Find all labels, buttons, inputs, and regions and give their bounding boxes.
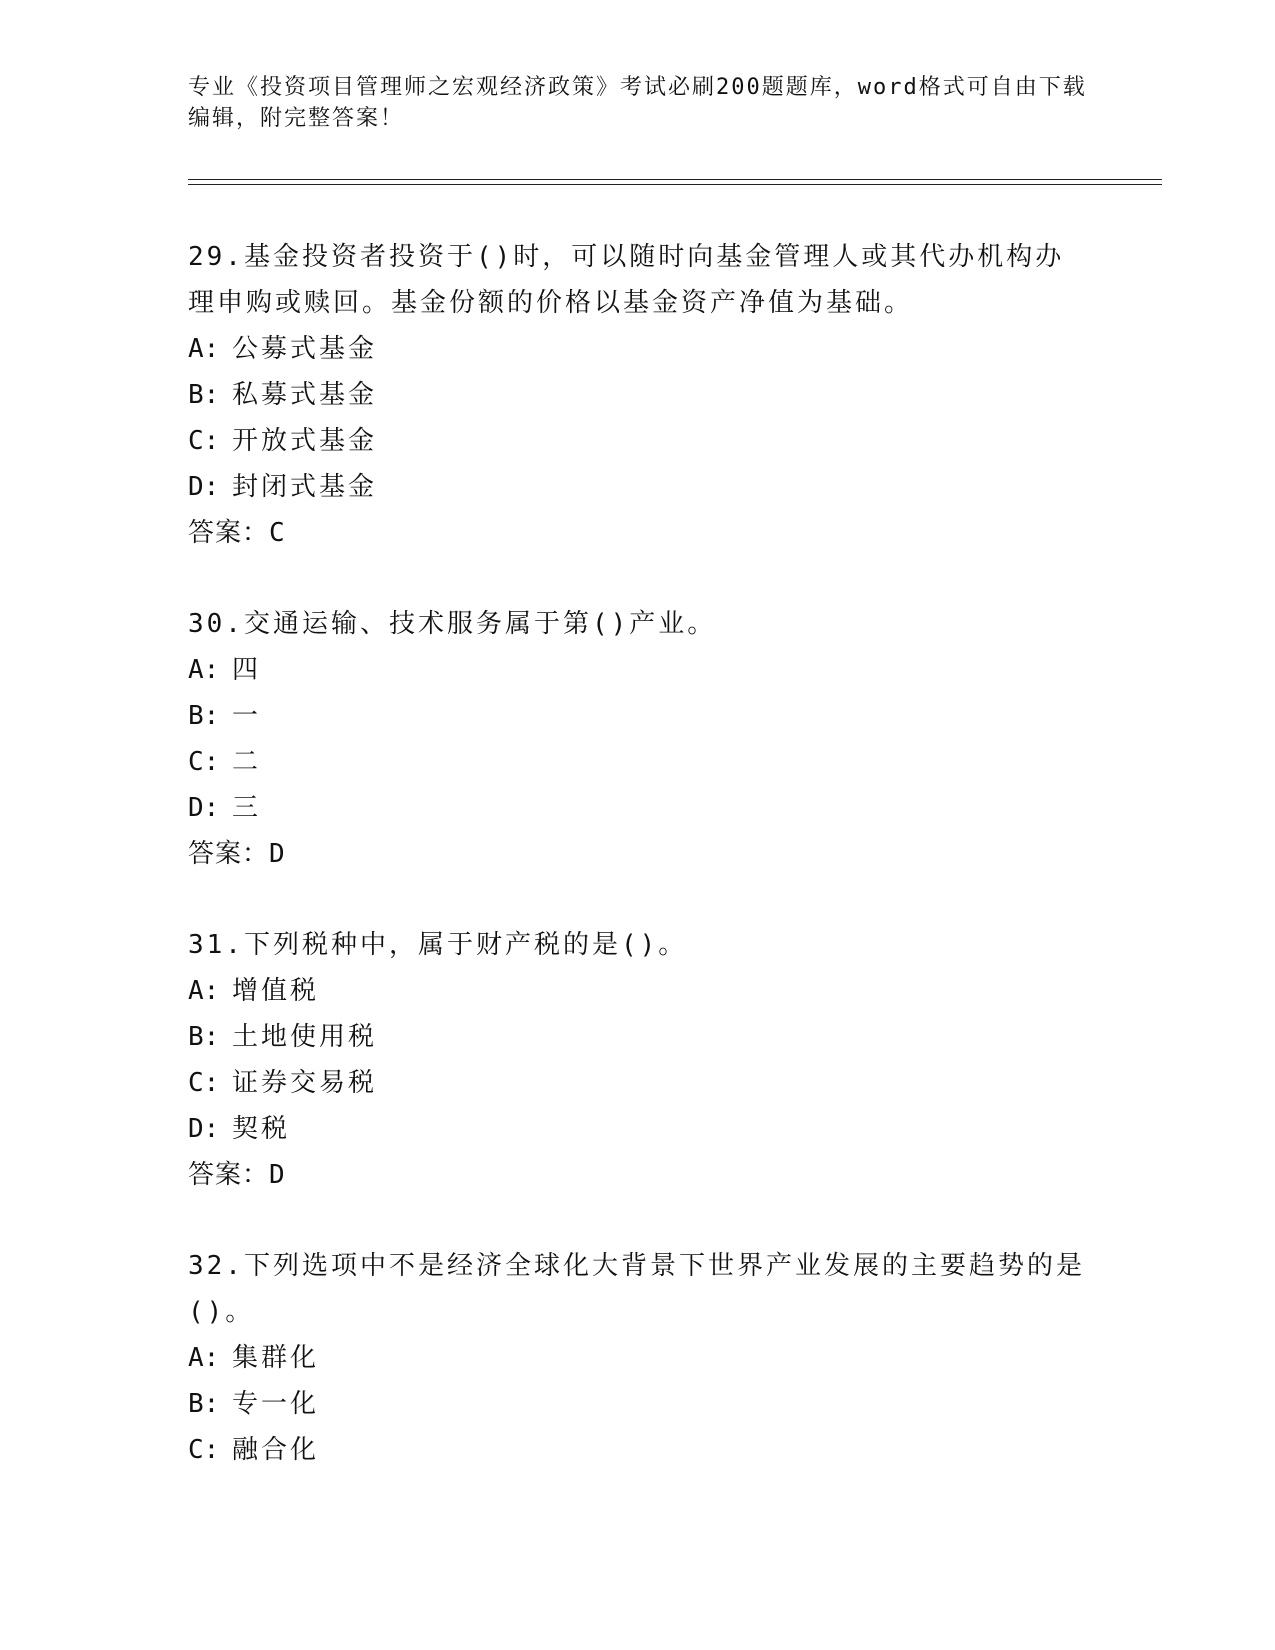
option-b xyxy=(188,1014,1088,1060)
option-a xyxy=(188,1335,1088,1381)
answer: 答案：D xyxy=(188,839,286,869)
option-text: 三 xyxy=(232,793,262,823)
option-letter: A: xyxy=(188,334,220,364)
header-divider-bottom xyxy=(188,184,1162,185)
option-c xyxy=(188,1060,1088,1106)
option-d xyxy=(188,1106,1088,1152)
option-letter: D: xyxy=(188,793,220,823)
option-text: 二 xyxy=(232,747,262,777)
question-text: 30.交通运输、技术服务属于第()产业。 xyxy=(188,609,717,639)
option-text: 增值税 xyxy=(232,976,320,1006)
option-a xyxy=(188,647,1088,693)
option-letter: A: xyxy=(188,655,220,685)
option-text: 封闭式基金 xyxy=(232,472,378,502)
option-d xyxy=(188,785,1088,831)
option-letter: B: xyxy=(188,1389,220,1419)
option-letter: C: xyxy=(188,1435,220,1465)
option-letter: A: xyxy=(188,976,220,1006)
option-text: 四 xyxy=(232,655,262,685)
option-letter: C: xyxy=(188,1068,220,1098)
question-text: 32.下列选项中不是经济全球化大背景下世界产业发展的主要趋势的是()。 xyxy=(188,1251,1085,1327)
option-text: 融合化 xyxy=(232,1435,320,1465)
option-a xyxy=(188,968,1088,1014)
option-letter: C: xyxy=(188,426,220,456)
option-d xyxy=(188,464,1088,510)
option-text: 私募式基金 xyxy=(232,380,378,410)
option-text: 开放式基金 xyxy=(232,426,378,456)
option-text: 契税 xyxy=(232,1114,291,1144)
option-letter: B: xyxy=(188,1022,220,1052)
option-text: 集群化 xyxy=(232,1343,320,1373)
option-c xyxy=(188,1427,1088,1473)
header-divider-top xyxy=(188,179,1162,180)
option-text: 证券交易税 xyxy=(232,1068,378,1098)
option-text: 专一化 xyxy=(232,1389,320,1419)
option-text: 公募式基金 xyxy=(232,334,378,364)
answer: 答案：C xyxy=(188,518,286,548)
option-letter: D: xyxy=(188,1114,220,1144)
question-29 xyxy=(188,234,1088,556)
option-letter: C: xyxy=(188,747,220,777)
option-b xyxy=(188,372,1088,418)
option-text: 土地使用税 xyxy=(232,1022,378,1052)
question-30 xyxy=(188,601,1088,877)
question-text: 31.下列税种中，属于财产税的是()。 xyxy=(188,930,688,960)
question-text: 29.基金投资者投资于()时，可以随时向基金管理人或其代办机构办理申购或赎回。基金份额的价格以基金资产净值为基础。 xyxy=(188,242,1065,318)
option-c xyxy=(188,739,1088,785)
answer: 答案：D xyxy=(188,1160,286,1190)
option-text: 一 xyxy=(232,701,262,731)
question-31 xyxy=(188,922,1088,1198)
option-c xyxy=(188,418,1088,464)
option-letter: B: xyxy=(188,701,220,731)
option-b xyxy=(188,693,1088,739)
option-letter: D: xyxy=(188,472,220,502)
option-b xyxy=(188,1381,1088,1427)
question-32 xyxy=(188,1243,1088,1473)
option-letter: A: xyxy=(188,1343,220,1373)
document-header: 专业《投资项目管理师之宏观经济政策》考试必刷200题题库，word格式可自由下载编辑，附完整答案！ xyxy=(188,75,1087,131)
option-letter: B: xyxy=(188,380,220,410)
option-a xyxy=(188,326,1088,372)
